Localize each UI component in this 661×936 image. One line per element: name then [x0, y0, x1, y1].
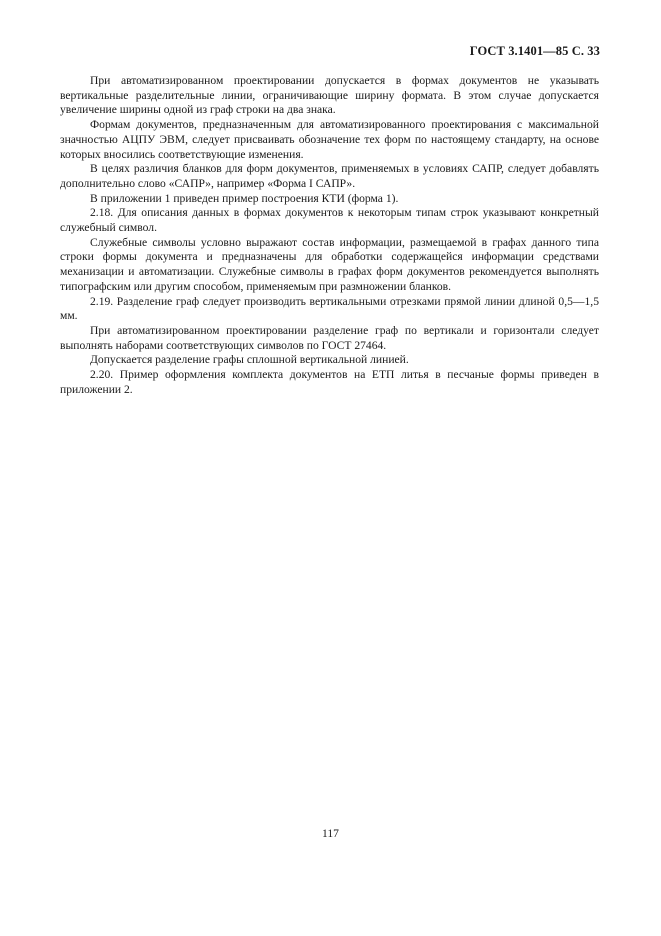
page-header: ГОСТ 3.1401—85 С. 33 — [469, 44, 600, 58]
paragraph: Допускается разделение графы сплошной вертикальной линией. — [90, 353, 409, 367]
paragraph: В приложении 1 приведен пример построения КТИ (форма 1). — [90, 191, 399, 205]
paragraph: 2.19. Разделение граф следует производить вертикальными отрезками прямой линии длиной 0,5—1,5 мм. — [60, 294, 599, 323]
page-number: 117 — [322, 827, 339, 840]
paragraph: 2.18. Для описания данных в формах документов к некоторым типам строк указывают конкретный служебный символ. — [60, 206, 599, 235]
paragraph: В целях различия бланков для форм документов, применяемых в условиях САПР, следует добавлять дополнительно слово «САПР», например «Форма I САПР». — [60, 162, 599, 190]
document-body — [60, 74, 599, 397]
paragraph: При автоматизированном проектировании разделение граф по вертикали и горизонтали следует выполнять наборами соответствующих символов по ГОСТ 27464. — [60, 323, 599, 352]
paragraph: Служебные символы условно выражают состав информации, размещаемой в графах данного типа строки формы документа и предназначены для обработки содержащейся информации средствами механизации и автоматизации. Служебные символы в графах форм документов рекомендуется выполнять типографским или другим способом, применяемым при размножении бланков. — [60, 235, 599, 293]
paragraph: Формам документов, предназначенным для автоматизированного проектирования с максимальной значностью АЦПУ ЭВМ, следует присваивать обозначение тех форм по настоящему стандарту, на основе которых вносились соответствующие изменения. — [60, 118, 599, 161]
paragraph: При автоматизированном проектировании допускается в формах документов не указывать вертикальные разделительные линии, ограничивающие ширину формата. В этом случае допускается увеличение ширины одной из граф строки на два знака. — [60, 74, 599, 117]
paragraph: 2.20. Пример оформления комплекта документов на ЕТП литья в песчаные формы приведен в приложении 2. — [60, 368, 599, 396]
